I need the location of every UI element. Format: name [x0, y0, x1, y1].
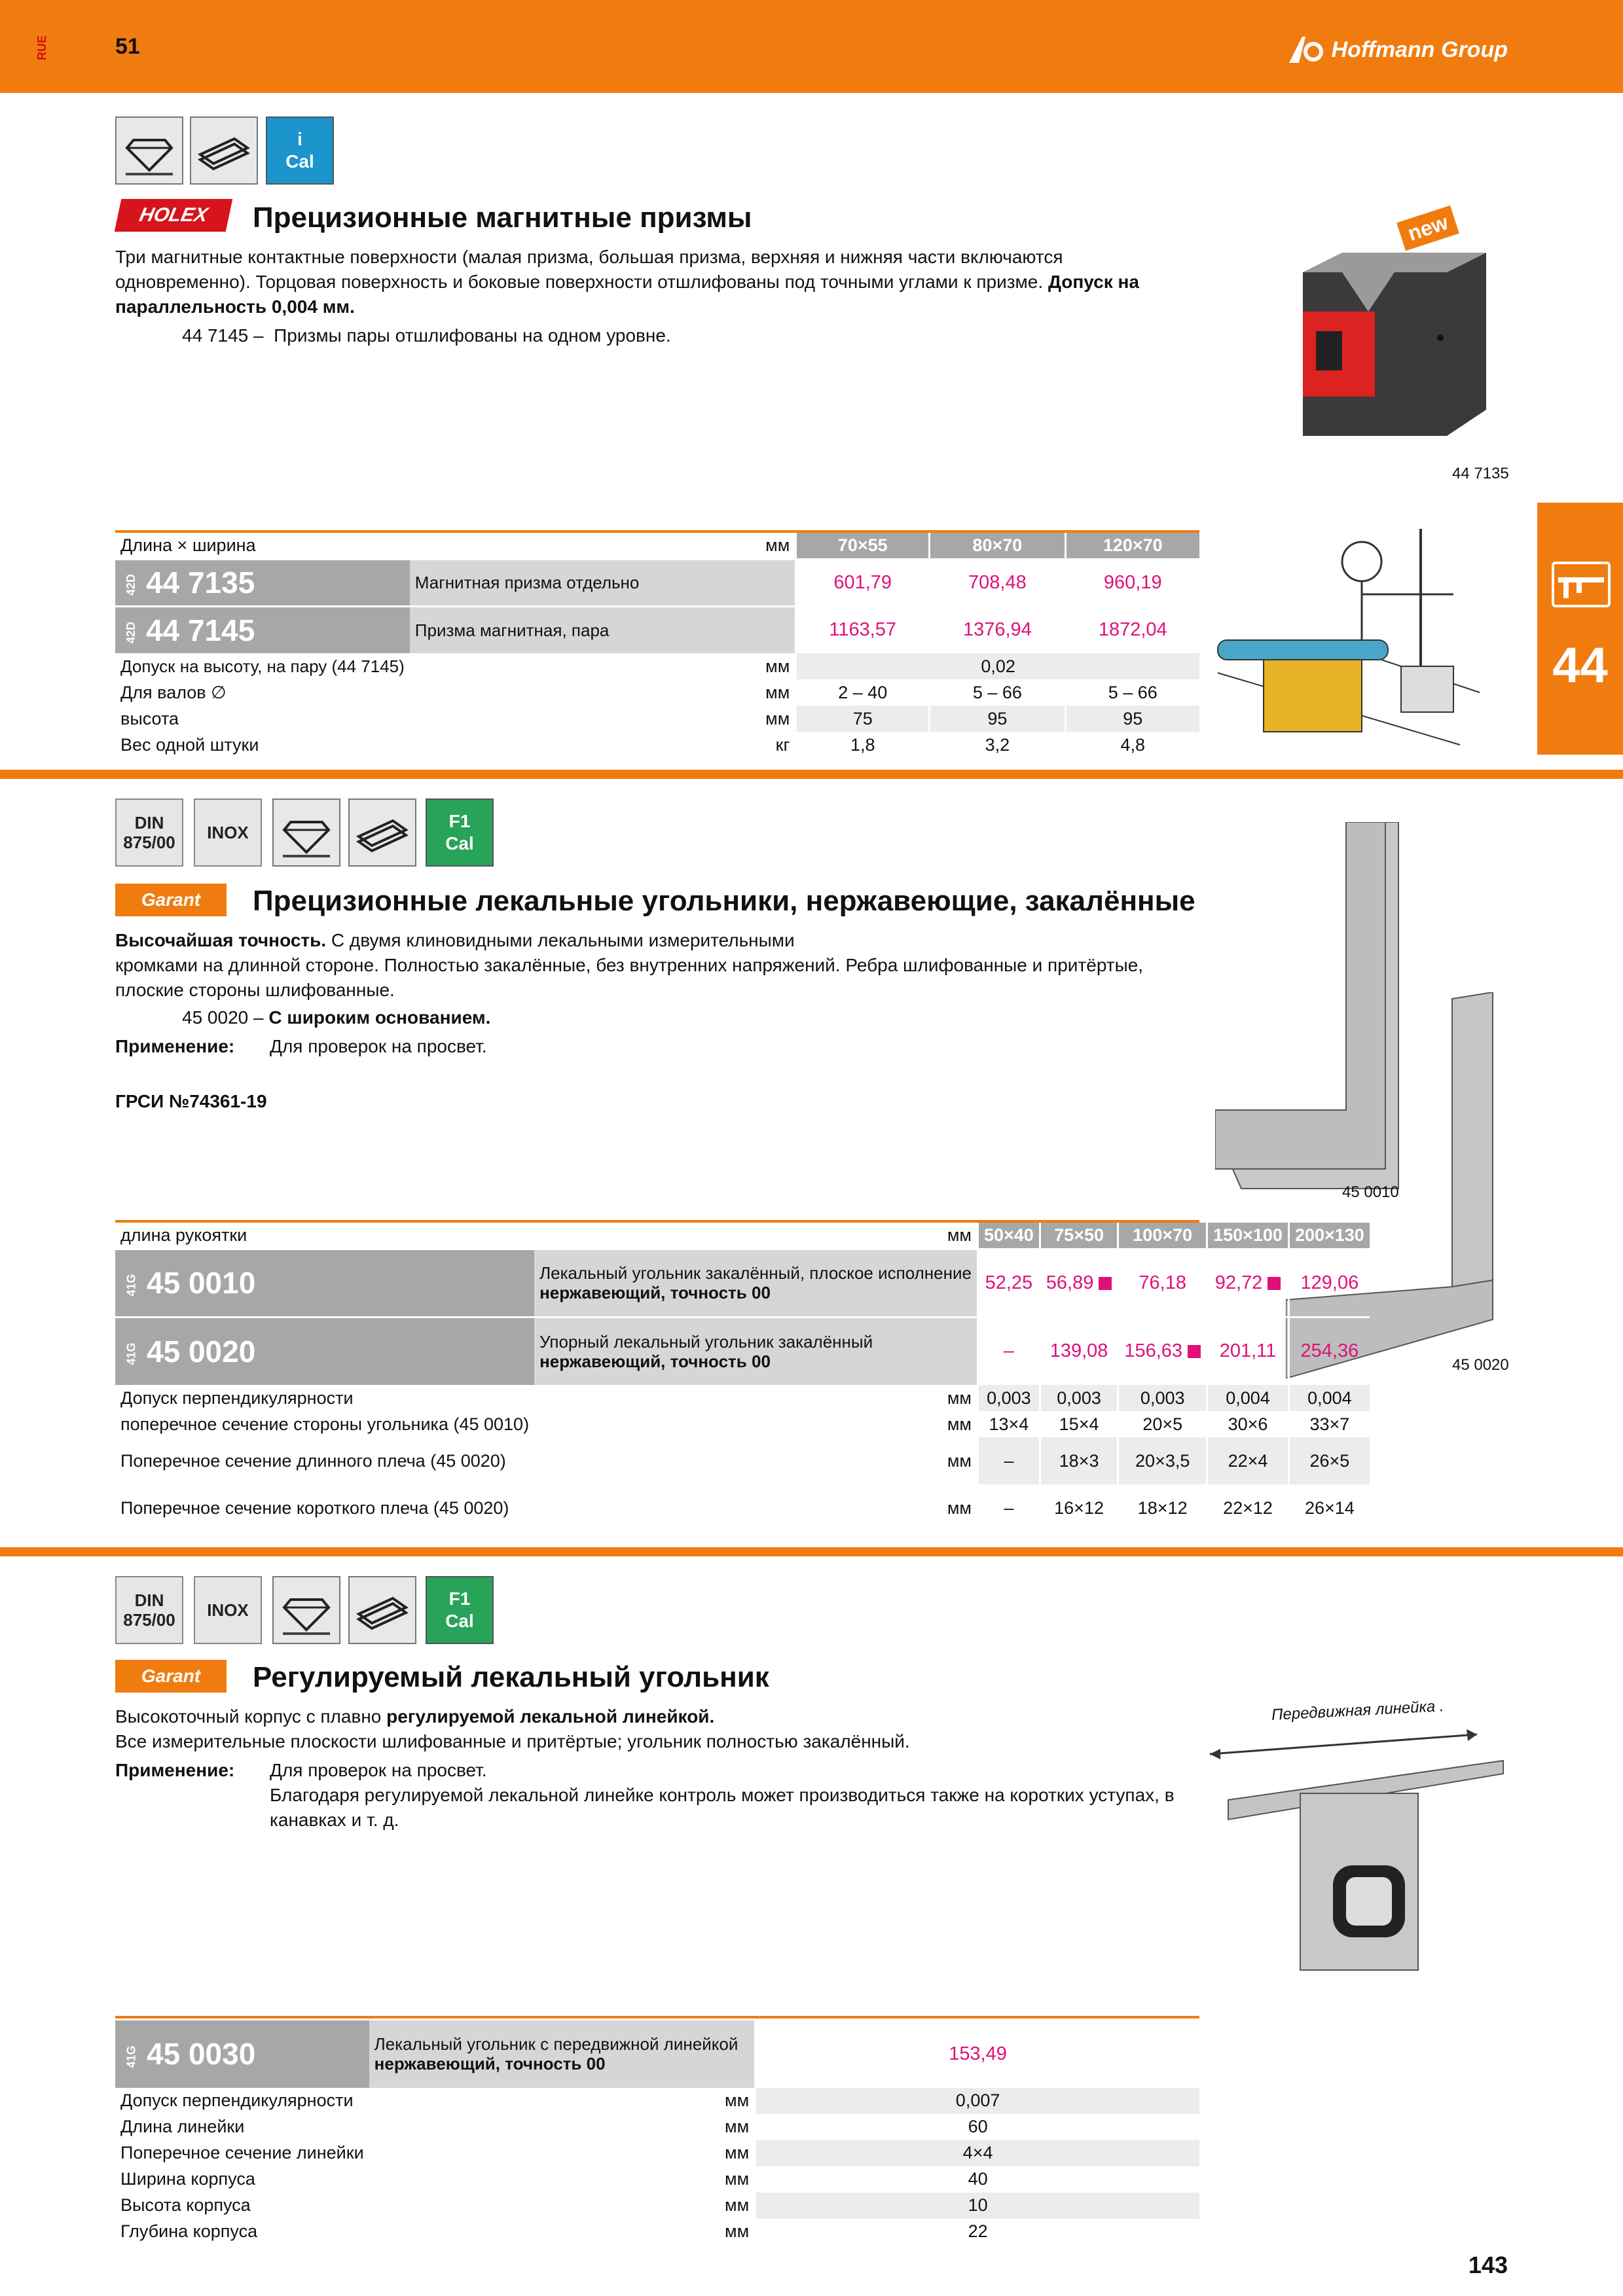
table-header-row: Длина × ширина мм 70×55 80×70 120×70 — [115, 533, 1199, 559]
marker-icon — [1099, 1277, 1112, 1290]
diamond-hardness-icon — [115, 117, 183, 185]
spec-row: Допуск перпендикулярности мм 0,007 — [115, 2088, 1199, 2114]
prism-icon — [190, 117, 258, 185]
article-number[interactable]: 41G 45 0010 — [115, 1249, 534, 1317]
diamond-hardness-icon — [272, 798, 340, 867]
calibration-badge: i Cal — [266, 117, 334, 185]
spec-row: Поперечное сечение длинного плеча (45 0020) мм – 18×3 20×3,5 22×4 26×5 — [115, 1437, 1370, 1484]
table-magnetic-prisms — [115, 533, 1199, 758]
article-number[interactable]: 42D 44 7145 — [115, 606, 410, 653]
section2-application: Применение: — [115, 1036, 235, 1056]
garant-brand-logo: Garant — [115, 884, 227, 916]
spec-row: Вес одной штуки кг 1,8 3,2 4,8 — [115, 732, 1199, 758]
spec-row: Длина линейки мм 60 — [115, 2114, 1199, 2140]
section-divider — [0, 770, 1623, 779]
marker-icon — [1267, 1277, 1281, 1290]
grsi-number: ГРСИ №74361-19 — [115, 1091, 267, 1111]
prism-usage-illustration — [1211, 522, 1486, 758]
inox-badge: INOX — [194, 798, 262, 867]
holex-brand-logo: HOLEX — [115, 199, 233, 232]
section3-title: Регулируемый лекальный угольник — [253, 1661, 769, 1693]
page-header — [0, 0, 1623, 93]
din-badge: DIN 875/00 — [115, 1576, 183, 1644]
section3-application-text: Для проверок на просвет. Благодаря регулируемой лекальной линейке контроль может производиться также на коротких уступах, в канавках и т. д. — [270, 1760, 1175, 1830]
hoffmann-logo[interactable]: Hoffmann Group — [1286, 31, 1508, 68]
garant-brand-logo: Garant — [115, 1660, 227, 1693]
section2-description: Высочайшая точность. С двумя клиновидными лекальными измерительными кромками на длинной стороне. Полностью закалённые, без внутренних напряжений. Ребра шлифованные и притёртые, плоские стороны шлифованные. — [115, 930, 1144, 1000]
spec-row: Поперечное сечение линейки мм 4×4 — [115, 2140, 1199, 2166]
image-label: Передвижная линейка . — [1271, 1697, 1445, 1724]
hoffmann-logo-icon — [1286, 33, 1325, 66]
magnetic-prism-image — [1290, 210, 1506, 475]
image-caption-450020: 45 0020 — [1452, 1356, 1509, 1374]
section1-description: Три магнитные контактные поверхности (малая призма, большая призма, верхняя и нижняя части включаются одновременно). Торцовая поверхность и боковые поверхности отшлифованы под точными углами к призме. Допуск на параллельность 0,004 мм. — [115, 247, 1139, 317]
table-row[interactable]: 41G 45 0010 Лекальный угольник закалённый, плоское исполнение нержавеющий, точность 00 52,25 56,89 76,18 92,72 129,06 — [115, 1249, 1370, 1317]
spec-row: высота мм 75 95 95 — [115, 706, 1199, 732]
spec-row: Допуск перпендикулярности мм 0,003 0,003 0,003 0,004 0,004 — [115, 1385, 1370, 1411]
table-adjustable-square — [115, 2018, 1199, 2245]
calibration-badge: F1 Cal — [426, 1576, 494, 1644]
side-code: RUE — [35, 35, 48, 60]
inox-badge: INOX — [194, 1576, 262, 1644]
new-badge: new — [1396, 206, 1459, 251]
ground-surface-icon — [348, 798, 416, 867]
section2-title: Прецизионные лекальные угольники, нержавеющие, закалённые — [253, 885, 1195, 917]
adjustable-square-image — [1202, 1697, 1510, 1977]
caliper-icon — [1552, 562, 1611, 607]
spec-row: Допуск на высоту, на пару (44 7145) мм 0,02 — [115, 653, 1199, 679]
section3-application-label: Применение: — [115, 1760, 235, 1780]
spec-row: Глубина корпуса мм 22 — [115, 2219, 1199, 2245]
section2-note: 45 0020 – С широким основанием. — [182, 1007, 491, 1028]
spec-row: Поперечное сечение короткого плеча (45 0020) мм – 16×12 18×12 22×12 26×14 — [115, 1484, 1370, 1532]
table-row[interactable]: 42D 44 7135 Магнитная призма отдельно 601,79 708,48 960,19 — [115, 559, 1199, 606]
article-number[interactable]: 42D 44 7135 — [115, 559, 410, 606]
chapter-number: 44 — [1552, 637, 1608, 693]
page-number: 143 — [1468, 2251, 1508, 2278]
din-badge: DIN 875/00 — [115, 798, 183, 867]
chapter-tab[interactable] — [1537, 503, 1623, 755]
ground-surface-icon — [348, 1576, 416, 1644]
spec-row: Для валов ∅ мм 2 – 40 5 – 66 5 – 66 — [115, 679, 1199, 706]
page-number-top: 51 — [115, 34, 140, 59]
calibration-badge: F1 Cal — [426, 798, 494, 867]
section3-description: Высокоточный корпус с плавно регулируемой лекальной линейкой. Все измерительные плоскости шлифованные и притёртые; угольник полностью закалённый. — [115, 1706, 910, 1751]
table-header-row: длина рукоятки мм 50×40 75×50 100×70 150×100 200×130 — [115, 1223, 1370, 1249]
section1-title: Прецизионные магнитные призмы — [253, 202, 752, 234]
table-row[interactable]: 41G 45 0020 Упорный лекальный угольник закалённый нержавеющий, точность 00 – 139,08 156,63 201,11 254,36 — [115, 1317, 1370, 1385]
section1-note: 44 7145 – Призмы пары отшлифованы на одном уровне. — [182, 325, 671, 346]
article-number[interactable]: 41G 45 0030 — [115, 2020, 369, 2088]
table-row[interactable]: 42D 44 7145 Призма магнитная, пара 1163,57 1376,94 1872,04 — [115, 606, 1199, 653]
image-caption-450010: 45 0010 — [1342, 1183, 1399, 1201]
table-row[interactable]: 41G 45 0030 Лекальный угольник с передвижной линейкой нержавеющий, точность 00 153,49 — [115, 2020, 1199, 2088]
spec-row: Ширина корпуса мм 40 — [115, 2166, 1199, 2193]
marker-icon — [1188, 1345, 1201, 1358]
table-precision-squares — [115, 1223, 1370, 1532]
section2-application-text: Для проверок на просвет. — [270, 1036, 487, 1056]
section-divider — [0, 1547, 1623, 1556]
spec-row: поперечное сечение стороны угольника (45 0010) мм 13×4 15×4 20×5 30×6 33×7 — [115, 1411, 1370, 1437]
article-number[interactable]: 41G 45 0020 — [115, 1317, 534, 1385]
diamond-hardness-icon — [272, 1576, 340, 1644]
spec-row: Высота корпуса мм 10 — [115, 2193, 1199, 2219]
image-caption-447135: 44 7135 — [1452, 465, 1509, 482]
